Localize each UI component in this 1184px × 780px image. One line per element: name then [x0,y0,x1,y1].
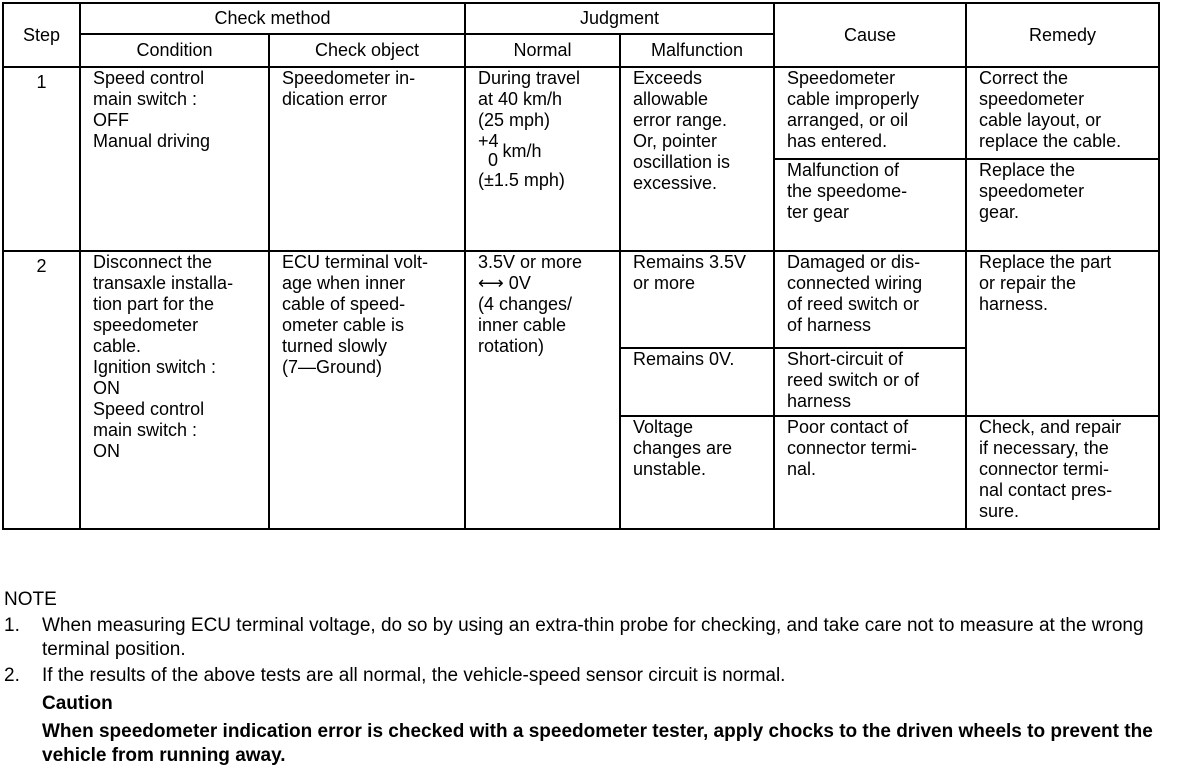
table-row [3,251,1159,348]
cause-cell: Poor contact of connector termi- nal. [774,416,966,529]
caution-block [42,692,1174,768]
cause-cell: Short-circuit of reed switch or of harness [774,348,966,416]
header-malfunction: Malfunction [620,34,774,67]
remedy-cell: Replace the speedometer gear. [966,159,1159,251]
malfunction-cell: Voltage changes are unstable. [620,416,774,529]
check-object-cell: ECU terminal volt- age when inner cable of speed- ometer cable is turned slowly (7—Ground) [269,251,465,529]
header-normal: Normal [465,34,620,67]
caution-title: Caution [42,693,113,714]
note-text: If the results of the above tests are all normal, the vehicle-speed sensor circuit is normal. [42,665,786,686]
normal-text: During travel at 40 km/h (25 mph) [478,68,581,130]
header-check-object: Check object [269,34,465,67]
diagnosis-table [2,2,1160,530]
check-object-cell: Speedometer in- dication error [269,67,465,251]
tolerance-plus: +4 [478,131,499,151]
cause-cell: Malfunction of the speedome- ter gear [774,159,966,251]
cause-cell: Speedometer cable improperly arranged, or oil has entered. [774,67,966,159]
table-row [3,67,1159,159]
remedy-cell: Check, and repair if necessary, the connector termi- nal contact pres- sure. [966,416,1159,529]
note-item [4,664,1174,688]
remedy-cell: Replace the part or repair the harness. [966,251,1159,416]
malfunction-cell: Exceeds allowable error range. Or, pointer oscillation is excessive. [620,67,774,251]
note-number: 1. [4,615,20,636]
header-row-1 [3,3,1159,34]
header-judgment: Judgment [465,3,774,34]
header-cause: Cause [774,3,966,67]
notes-section [4,588,1174,768]
caution-text: When speedometer indication error is checked with a speedometer tester, apply chocks to the driven wheels to prevent the vehicle from running away. [42,721,1153,766]
remedy-cell: Correct the speedometer cable layout, or replace the cable. [966,67,1159,159]
step-number: 1 [3,67,80,251]
normal-text-mph: (±1.5 mph) [478,170,565,190]
step-number: 2 [3,251,80,529]
malfunction-cell: Remains 3.5V or more [620,251,774,348]
tolerance-unit: km/h [502,140,542,161]
cause-cell: Damaged or dis- connected wiring of reed switch or of harness [774,251,966,348]
condition-cell: Disconnect the transaxle installa- tion part for the speedometer cable. Ignition switch : ON Speed control main switch : ON [80,251,269,529]
normal-cell [465,67,620,251]
note-title: NOTE [4,589,57,610]
header-step: Step [3,3,80,67]
header-remedy: Remedy [966,3,1159,67]
normal-cell: 3.5V or more ⟷ 0V (4 changes/ inner cable rotation) [465,251,620,529]
malfunction-cell: Remains 0V. [620,348,774,416]
header-condition: Condition [80,34,269,67]
tolerance [478,132,542,170]
note-number: 2. [4,665,20,686]
tolerance-values [478,132,499,170]
header-check-method: Check method [80,3,465,34]
tolerance-minus: 0 [488,150,499,170]
condition-cell: Speed control main switch : OFF Manual driving [80,67,269,251]
note-text: When measuring ECU terminal voltage, do so by using an extra-thin probe for checking, and take care not to measure at the wrong terminal position. [42,615,1144,660]
note-item [4,614,1174,662]
